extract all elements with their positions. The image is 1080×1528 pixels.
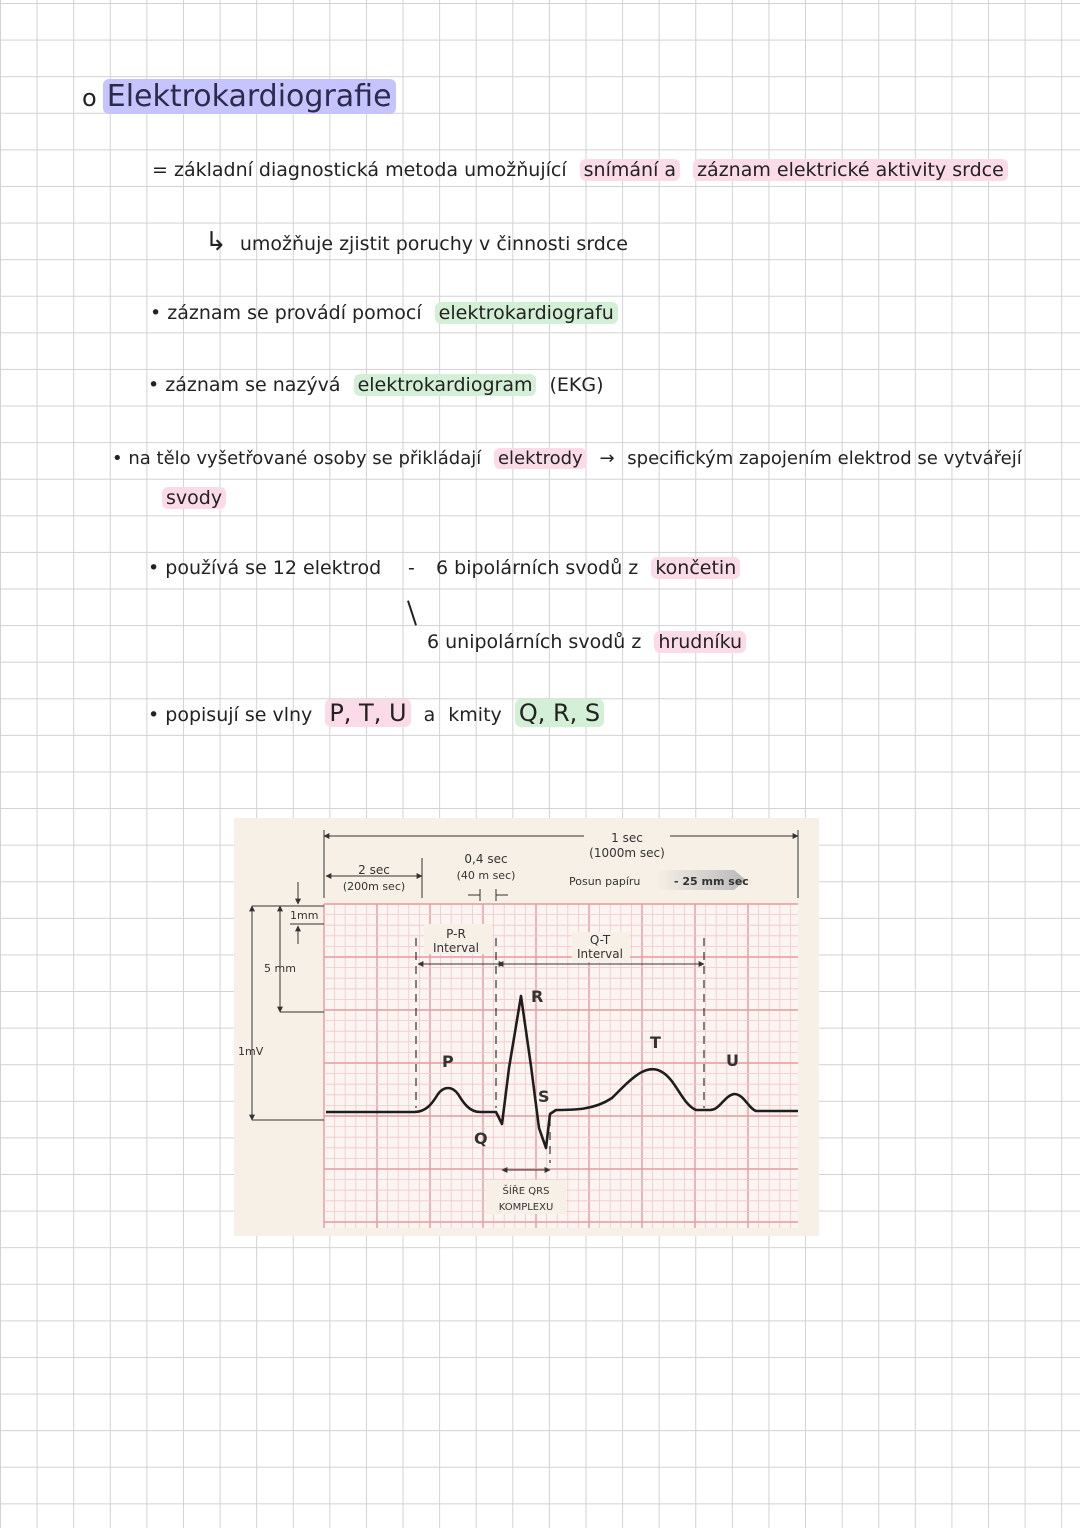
bullet-4-dash: - — [408, 557, 415, 579]
bullet-1-text: záznam se provádí pomocí — [167, 302, 422, 324]
definition-highlight-1: snímání a — [580, 159, 680, 181]
bullet-1-highlight: elektrokardiografu — [435, 302, 618, 324]
circle-bullet: o — [82, 84, 97, 112]
two-sec-ms-label: (200m sec) — [342, 880, 406, 893]
pr-label: P-R — [446, 927, 466, 941]
point-four-label: 0,4 sec — [464, 852, 508, 866]
branch-stroke — [407, 600, 417, 625]
bullet-5-highlight: P, T, U — [325, 699, 410, 727]
bullet-5-text: popisují se vlny — [165, 704, 313, 726]
bullet-4-branch-1 — [436, 558, 740, 580]
bullet-5-and: a — [423, 704, 436, 726]
bullet-3-text: na tělo vyšetřované osoby se přikládají — [128, 448, 482, 469]
ecg-diagram — [234, 818, 819, 1236]
bullet-dot-icon: • — [148, 557, 160, 579]
one-sec-label: 1 sec — [611, 831, 643, 845]
wave-label-p: P — [442, 1052, 454, 1071]
wave-label-t: T — [650, 1033, 661, 1052]
qt-label: Q-T — [589, 933, 611, 947]
pr-interval-label: Interval — [433, 941, 479, 955]
page-title: Elektrokardiografie — [103, 79, 396, 114]
right-arrow-icon: → — [599, 448, 615, 469]
qrs-width-label-1: ŠÍŘE QRS — [502, 1186, 550, 1197]
point-four-ms-label: (40 m sec) — [456, 869, 516, 882]
ecg-figure — [234, 818, 819, 1236]
qrs-width-label-2: KOMPLEXU — [498, 1202, 554, 1213]
bullet-3 — [112, 449, 1022, 470]
sub-point-text: umožňuje zjistit poruchy v činnosti srdce — [239, 233, 628, 255]
bullet-5-highlight-2: Q, R, S — [515, 699, 604, 727]
bullet-5 — [148, 700, 604, 728]
bullet-3-tail: specifickým zapojením elektrod se vytvářejí — [627, 448, 1022, 469]
bullet-dot-icon: • — [150, 302, 162, 324]
bullet-3-highlight: elektrody — [494, 448, 587, 469]
wave-label-q: Q — [474, 1129, 488, 1148]
bullet-1 — [150, 303, 618, 325]
paper-speed-label: Posun papíru — [569, 875, 641, 888]
one-sec-ms-label: (1000m sec) — [589, 846, 665, 860]
bullet-4-text: používá se 12 elektrod — [165, 557, 382, 579]
bullet-4-line-2-text: 6 unipolárních svodů z — [427, 631, 642, 653]
bullet-4-line-2-highlight: hrudníku — [654, 631, 746, 653]
one-mv-label: 1mV — [238, 1045, 264, 1058]
bullet-4-line-1-text: 6 bipolárních svodů z — [436, 557, 639, 579]
definition-text: základní diagnostická metoda umožňující — [173, 159, 567, 181]
bullet-5-text-2: kmity — [448, 704, 502, 726]
wave-label-u: U — [726, 1051, 739, 1070]
sub-point-line — [205, 228, 628, 258]
five-mm-label: 5 mm — [264, 962, 296, 975]
bullet-4 — [148, 558, 381, 580]
bullet-4-branch-2 — [427, 632, 746, 654]
bullet-2-highlight: elektrokardiogram — [354, 374, 537, 396]
bullet-dot-icon: • — [148, 374, 160, 396]
wave-label-s: S — [538, 1087, 550, 1106]
sub-arrow-icon: ↳ — [205, 227, 227, 257]
qt-interval-label: Interval — [577, 947, 623, 961]
bullet-dot-icon: • — [148, 704, 160, 726]
bullet-3-highlight-2: svody — [162, 487, 226, 509]
bullet-2 — [148, 375, 604, 397]
bullet-2-tail: (EKG) — [549, 374, 604, 396]
one-mm-label: 1mm — [290, 909, 319, 922]
two-sec-label: 2 sec — [358, 863, 390, 877]
bullet-2-text: záznam se nazývá — [165, 374, 341, 396]
paper-speed-value: - 25 mm sec — [674, 875, 749, 888]
title-line — [82, 80, 396, 115]
definition-line — [152, 160, 1008, 182]
equals-sign: = — [152, 159, 168, 181]
point-four-marker — [468, 889, 508, 901]
bullet-3-continuation — [162, 488, 226, 510]
definition-highlight-2: záznam elektrické aktivity srdce — [693, 159, 1008, 181]
bullet-dot-icon: • — [112, 448, 123, 469]
wave-label-r: R — [531, 987, 544, 1006]
bullet-4-line-1-highlight: končetin — [651, 557, 740, 579]
